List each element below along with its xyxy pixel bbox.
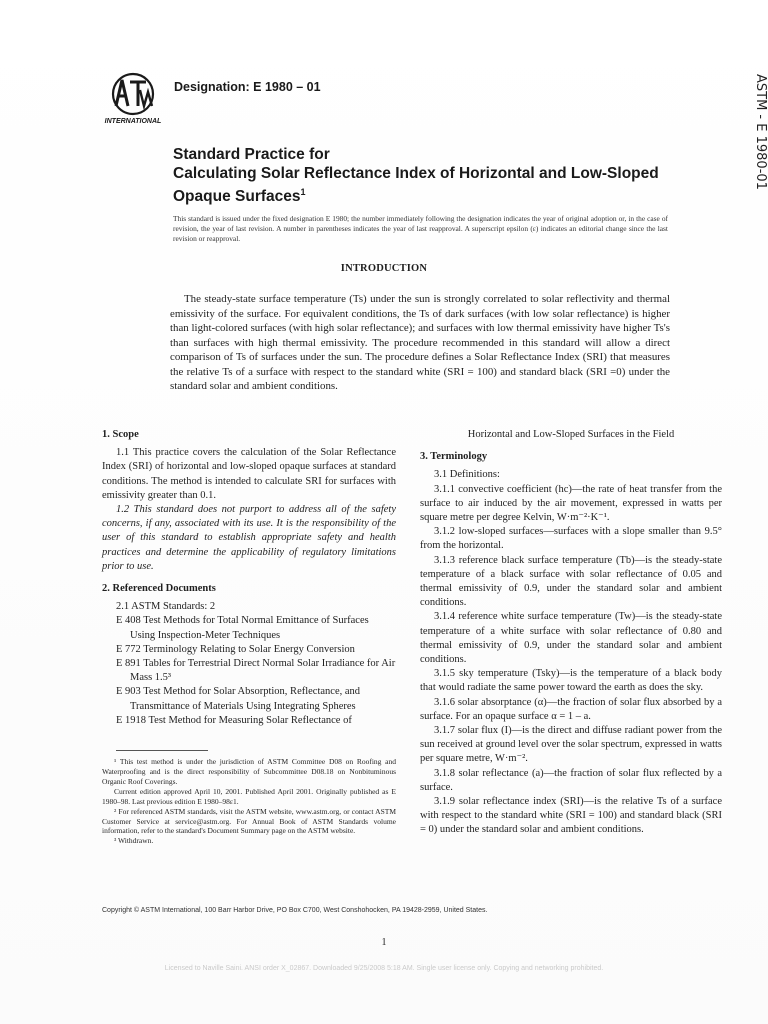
logo-label: INTERNATIONAL bbox=[104, 118, 162, 125]
astm-standards-subhead: 2.1 ASTM Standards: 2 bbox=[116, 601, 216, 613]
reference-item: E 891 Tables for Terrestrial Direct Normal Solar Irradiance for Air Mass 1.5³ bbox=[116, 658, 396, 684]
definition-item: 3.1.3 reference black surface temperature (Tb)—is the steady-state temperature of a black surface with solar reflectance of 0.05 and thermal emissivity of 0.9, under the standard solar and ambient conditions. bbox=[420, 554, 722, 609]
designation: Designation: E 1980 – 01 bbox=[174, 80, 321, 94]
astm-logo-icon bbox=[100, 70, 166, 126]
definition-item: 3.1.1 convective coefficient (hc)—the rate of heat transfer from the surface to air induced by the air movement, expressed in watts per square metre per degree Kelvin, W·m⁻²·K⁻¹. bbox=[420, 483, 722, 524]
continued-reference: Horizontal and Low-Sloped Surfaces in the Field bbox=[467, 429, 675, 440]
definition-item: 3.1.2 low-sloped surfaces—surfaces with a slope smaller than 9.5° from the horizontal. bbox=[420, 526, 722, 552]
footnote: ¹ This test method is under the jurisdiction of ASTM Committee D08 on Roofing and Waterproofing and is the direct responsibility of Subcommittee D08.18 on Nonbituminous Organic Roof Coverings. bbox=[102, 757, 396, 786]
footnote: ³ Withdrawn. bbox=[114, 836, 154, 846]
definition-item: 3.1.4 reference white surface temperature (Tw)—is the steady-state temperature of a white surface with solar reflectance of 0.80 and thermal emissivity of 0.9, under the standard solar and ambient conditions. bbox=[420, 611, 722, 666]
reference-item: E 1918 Test Method for Measuring Solar Reflectance of bbox=[116, 714, 352, 726]
footnote-divider bbox=[116, 750, 208, 751]
document-title bbox=[173, 145, 663, 206]
scope-heading: 1. Scope bbox=[102, 429, 139, 440]
definition-item: 3.1.9 solar reflectance index (SRI)—is the relative Ts of a surface with respect to the standard white (SRI = 100) and standard black (SRI = 0) under the standard solar and ambient conditions. bbox=[420, 796, 722, 836]
definition-item: 3.1.5 sky temperature (Tsky)—is the temperature of a black body that would radiate the same power toward the earth as does the sky. bbox=[420, 668, 722, 694]
title-footnote-mark: 1 bbox=[300, 187, 306, 197]
title-line-1: Standard Practice for bbox=[173, 146, 330, 163]
title-text: Calculating Solar Reflectance Index of Horizontal and Low-Sloped Opaque Surfaces bbox=[173, 165, 659, 206]
scope-paragraph-1: 1.1 This practice covers the calculation of the Solar Reflectance Index (SRI) of horizontal and low-sloped opaque surfaces at standard conditions. The method is intended to calculate SRI for surfaces with emissivity greater than 0.1. bbox=[102, 447, 396, 501]
reference-item: E 903 Test Method for Solar Absorption, Reflectance, and Transmittance of Materials Using Integrating Spheres bbox=[116, 686, 361, 712]
handwriting-text: ASTM - E 1980-01 bbox=[753, 74, 768, 190]
page-number: 1 bbox=[381, 937, 387, 948]
footnote: ² For referenced ASTM standards, visit the ASTM website, www.astm.org, or contact ASTM Customer Service at service@astm.org. For Annual Book of ASTM Standards volume information, refer to the standard's Document Summary page on the ASTM website. bbox=[102, 806, 396, 836]
introduction-text: The steady-state surface temperature (Ts) under the sun is strongly correlated to solar reflectivity and thermal emissivity of the surface. For equivalent conditions, the Ts of dark surfaces (with low solar reflectance) is higher than light-colored surfaces (with high solar reflectance); and surfaces with low thermal emissivity have higher Ts's than surfaces with high thermal emissivity. The procedure recommended in this standard will allow a direct comparison of Ts of surfaces under the sun. The procedure defines a Solar Reflectance Index (SRI) that measures the relative Ts of a surface with respect to the standard white (SRI = 100) and standard black (SRI =0) under the standard solar and ambient conditions. bbox=[170, 293, 670, 392]
reference-item: E 772 Terminology Relating to Solar Energy Conversion bbox=[116, 643, 355, 655]
scope-paragraph-2: 1.2 This standard does not purport to address all of the safety concerns, if any, associated with its use. It is the responsibility of the user of this standard to establish appropriate safety and health practices and determine the applicability of regulatory limitations prior to use. bbox=[102, 504, 396, 572]
introduction-heading: INTRODUCTION bbox=[340, 263, 428, 274]
right-column bbox=[420, 428, 722, 838]
handwritten-annotation bbox=[745, 72, 768, 202]
definition-item: 3.1.6 solar absorptance (α)—the fraction of solar flux absorbed by a surface. For an opaque surface α = 1 – a. bbox=[420, 696, 722, 722]
footnote: Current edition approved April 10, 2001. Published April 2001. Originally published as E 1980–98. Last previous edition E 1980–98ε1. bbox=[102, 786, 396, 806]
terminology-heading: 3. Terminology bbox=[420, 451, 488, 463]
license-watermark: Licensed to Naville Saini. ANSI order X_02867. Downloaded 9/25/2008 5:18 AM. Single user license only. Copying and networking prohibited. bbox=[164, 965, 604, 972]
copyright-line: Copyright © ASTM International, 100 Barr Harbor Drive, PO Box C700, West Conshohocken, PA 19428-2959, United States. bbox=[102, 907, 488, 914]
issuance-notice: This standard is issued under the fixed designation E 1980; the number immediately following the designation indicates the year of original adoption or, in the case of revision, the year of last revision. A number in parentheses indicates the year of last reapproval. A superscript epsilon (ε) indicates an editorial change since the last revision or reapproval. bbox=[173, 214, 668, 243]
title-main bbox=[173, 164, 663, 206]
referenced-documents-heading: 2. Referenced Documents bbox=[102, 583, 216, 595]
definitions-subhead: 3.1 Definitions: bbox=[434, 469, 500, 481]
left-column bbox=[102, 428, 396, 846]
definition-item: 3.1.8 solar reflectance (a)—the fraction of solar flux reflected by a surface. bbox=[420, 767, 722, 793]
definition-item: 3.1.7 solar flux (I)—is the direct and diffuse radiant power from the sun received at ground level over the solar spectrum, expressed in watts per square metre, W·m⁻². bbox=[420, 725, 722, 765]
reference-item: E 408 Test Methods for Total Normal Emittance of Surfaces Using Inspection-Meter Techniques bbox=[116, 615, 369, 641]
